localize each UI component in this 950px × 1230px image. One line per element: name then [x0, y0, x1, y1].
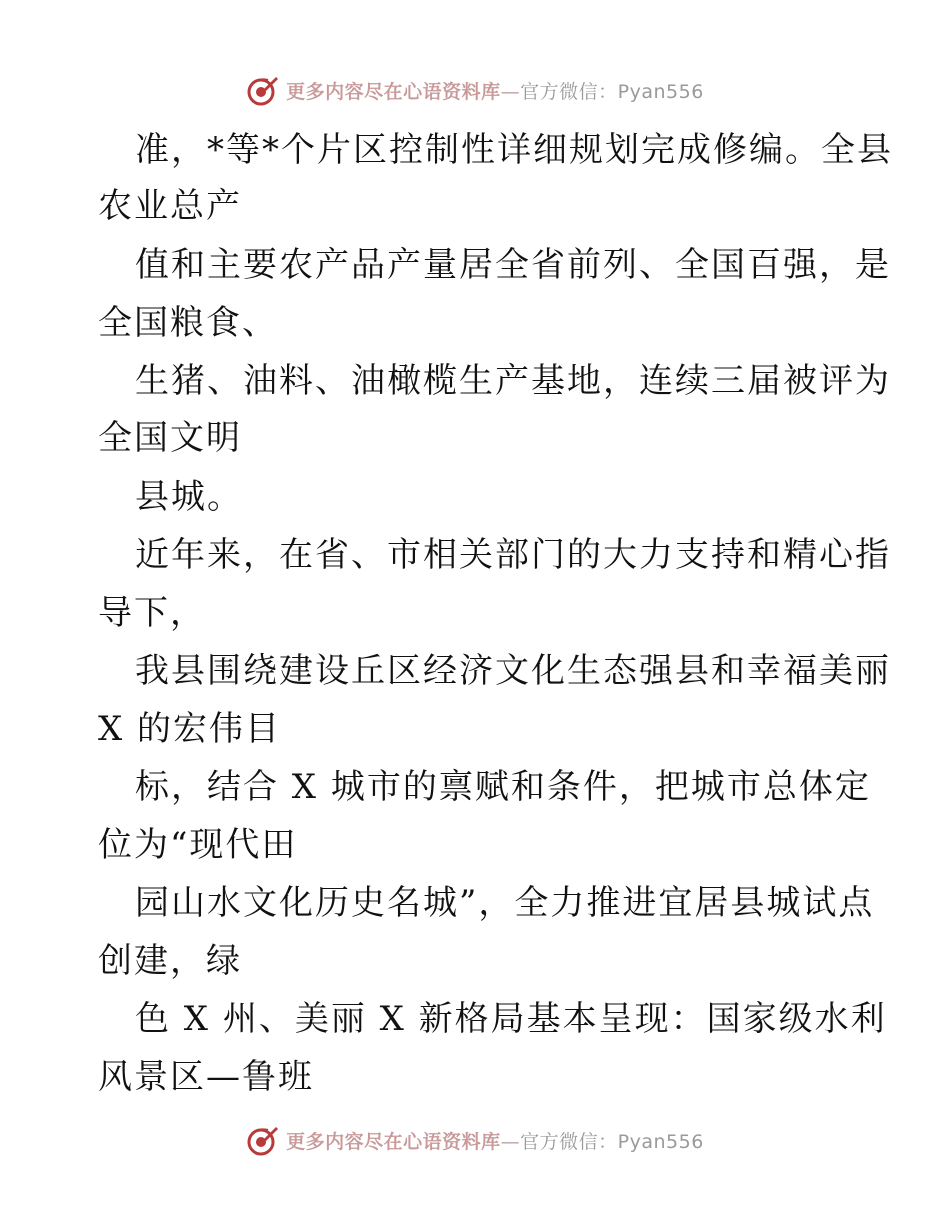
text-line: 农业总产 — [98, 186, 242, 226]
text-line: 准，*等*个片区控制性详细规划完成修编。全县 — [135, 130, 893, 170]
banner-text — [286, 1127, 704, 1154]
footer-banner — [0, 1120, 950, 1160]
banner-text — [286, 77, 704, 104]
text-line: 值和主要农产品产量居全省前列、全国百强，是 — [135, 245, 891, 285]
footer-banner-inner — [246, 1123, 704, 1157]
pen-nib-logo-icon — [246, 73, 280, 107]
text-line: X 的宏伟目 — [98, 709, 282, 749]
text-line: 风景区—鲁班 — [98, 1057, 314, 1097]
header-banner-inner — [246, 73, 704, 107]
banner-separator: — — [500, 80, 521, 103]
text-line: 生猪、油料、油橄榄生产基地，连续三届被评为 — [135, 361, 891, 401]
text-line: 全国文明 — [98, 418, 242, 458]
banner-brand: 更多内容尽在心语资料库 — [286, 1130, 501, 1153]
text-line: 县城。 — [135, 477, 243, 517]
text-line: 全国粮食、 — [98, 303, 278, 343]
banner-brand: 更多内容尽在心语资料库 — [286, 80, 501, 103]
banner-separator: — — [500, 1130, 521, 1153]
text-line: 导下， — [98, 593, 206, 633]
text-line: 近年来，在省、市相关部门的大力支持和精心指 — [135, 535, 891, 575]
text-line: 色 X 州、美丽 X 新格局基本呈现：国家级水利 — [135, 999, 887, 1039]
text-line: 位为“现代田 — [98, 825, 298, 865]
text-line: 创建，绿 — [98, 941, 242, 981]
text-line: 园山水文化历史名城”，全力推进宜居县城试点 — [135, 883, 875, 923]
banner-official-wechat: 官方微信：Pyan556 — [520, 80, 704, 103]
text-line: 我县围绕建设丘区经济文化生态强县和幸福美丽 — [135, 651, 891, 691]
pen-nib-logo-icon — [246, 1123, 280, 1157]
banner-official-wechat: 官方微信：Pyan556 — [520, 1130, 704, 1153]
text-line: 标，结合 X 城市的禀赋和条件，把城市总体定 — [135, 767, 871, 807]
header-banner — [0, 70, 950, 110]
